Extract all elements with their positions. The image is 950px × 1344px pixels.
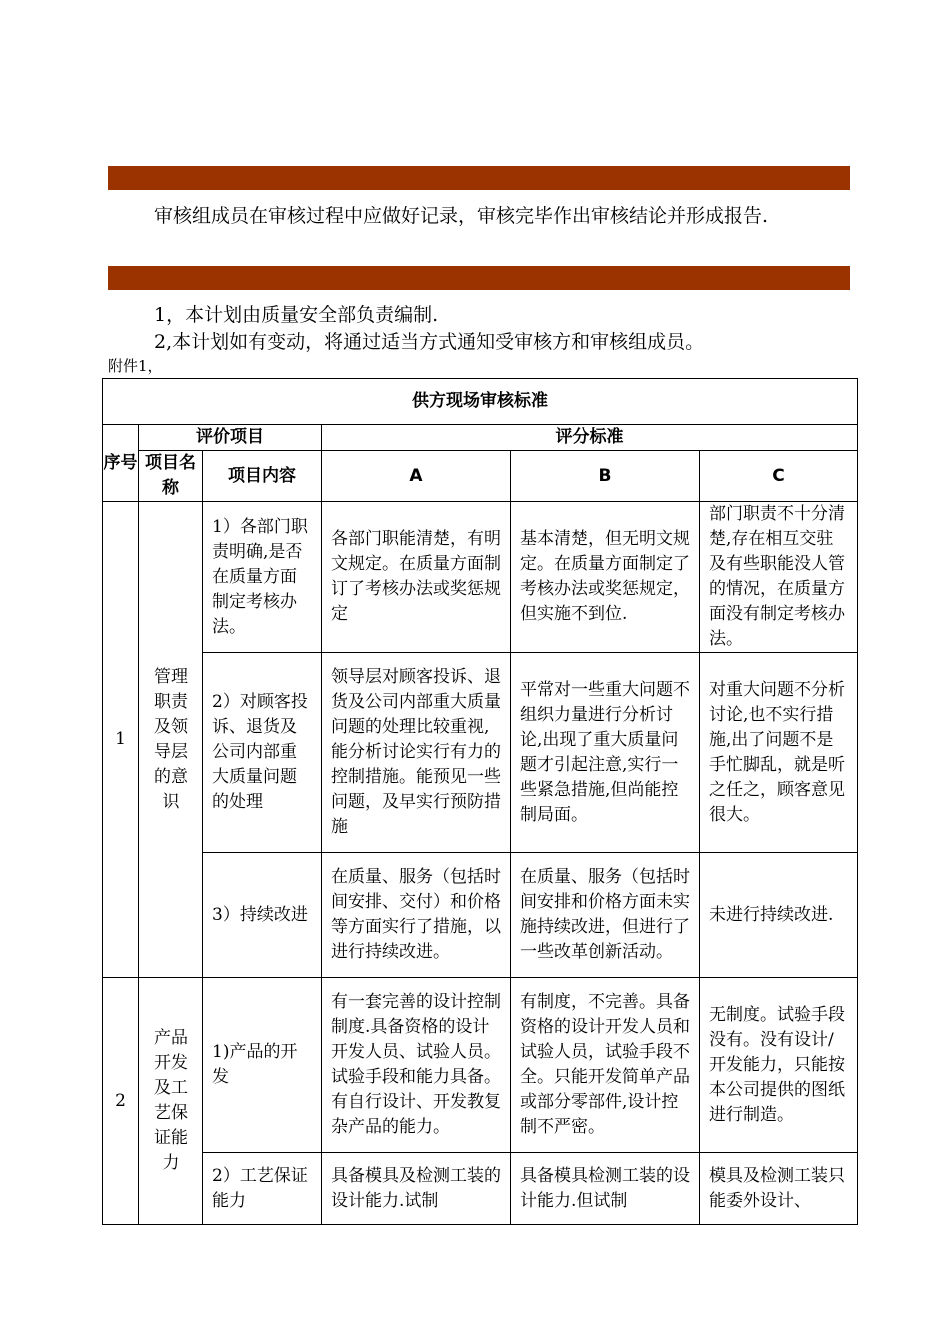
table-row bbox=[103, 853, 858, 978]
grade-b-text: 具备模具检测工装的设计能力.但试制 bbox=[511, 1153, 700, 1225]
table-title: 供方现场审核标准 bbox=[103, 379, 858, 425]
grade-a-text: 有一套完善的设计控制制度.具备资格的设计开发人员、试验人员。试验手段和能力具备。有自行设计、开发教复杂产品的能力。 bbox=[322, 978, 511, 1153]
header-item-content: 项目内容 bbox=[203, 451, 322, 502]
grade-b-text: 平常对一些重大问题不组织力量进行分析讨论,出现了重大质量问题才引起注意,实行一些紧急措施,但尚能控制局面。 bbox=[511, 653, 700, 853]
header-grade-b: B bbox=[511, 451, 700, 502]
item-content: 1)产品的开发 bbox=[203, 978, 322, 1153]
grade-b-text: 基本清楚，但无明文规定。在质量方面制定了考核办法或奖惩规定，但实施不到位. bbox=[511, 502, 700, 653]
group-name: 产品开发及工艺保证能力 bbox=[139, 978, 203, 1225]
audit-standard-table bbox=[102, 378, 858, 1225]
grade-a-text: 领导层对顾客投诉、退货及公司内部重大质量问题的处理比较重视,能分析讨论实行有力的控制措施。能预见一些问题，及早实行预防措施 bbox=[322, 653, 511, 853]
item-content: 2）工艺保证能力 bbox=[203, 1153, 322, 1225]
grade-b-text: 有制度，不完善。具备资格的设计开发人员和试验人员，试验手段不全。只能开发简单产品或部分零部件,设计控制不严密。 bbox=[511, 978, 700, 1153]
table-row bbox=[103, 1153, 858, 1225]
header-item-name: 项目名称 bbox=[139, 451, 203, 502]
attachment-label: 附件1， bbox=[108, 357, 163, 375]
grade-c-text: 无制度。试验手段没有。没有设计/开发能力，只能按本公司提供的图纸进行制造。 bbox=[700, 978, 858, 1153]
note-1: 1，本计划由质量安全部负责编制. bbox=[154, 304, 439, 326]
section-bar-2 bbox=[108, 266, 850, 290]
group-name: 管理职责及领导层的意识 bbox=[139, 502, 203, 978]
item-content: 3）持续改进 bbox=[203, 853, 322, 978]
grade-a-text: 具备模具及检测工装的设计能力.试制 bbox=[322, 1153, 511, 1225]
grade-c-text: 对重大问题不分析讨论,也不实行措施,出了问题不是手忙脚乱，就是听之任之，顾客意见很大。 bbox=[700, 653, 858, 853]
table-row bbox=[103, 653, 858, 853]
table-row bbox=[103, 502, 858, 653]
grade-c-text: 部门职责不十分清楚,存在相互交驻及有些职能没人管的情况，在质量方面没有制定考核办法。 bbox=[700, 502, 858, 653]
grade-a-text: 在质量、服务（包括时间安排、交付）和价格等方面实行了措施，以进行持续改进。 bbox=[322, 853, 511, 978]
grade-b-text: 在质量、服务（包括时间安排和价格方面未实施持续改进，但进行了一些改革创新活动。 bbox=[511, 853, 700, 978]
header-seq: 序号 bbox=[103, 425, 139, 502]
header-grade-a: A bbox=[322, 451, 511, 502]
header-grade-c: C bbox=[700, 451, 858, 502]
grade-a-text: 各部门职能清楚，有明文规定。在质量方面制订了考核办法或奖惩规定 bbox=[322, 502, 511, 653]
group-seq: 1 bbox=[103, 502, 139, 978]
grade-c-text: 模具及检测工装只能委外设计、 bbox=[700, 1153, 858, 1225]
group-seq: 2 bbox=[103, 978, 139, 1225]
grade-c-text: 未进行持续改进. bbox=[700, 853, 858, 978]
header-score-standard: 评分标准 bbox=[322, 425, 858, 451]
header-eval-item: 评价项目 bbox=[139, 425, 322, 451]
audit-record-paragraph: 审核组成员在审核过程中应做好记录，审核完毕作出审核结论并形成报告. bbox=[154, 205, 769, 227]
item-content: 2）对顾客投诉、退货及公司内部重大质量问题的处理 bbox=[203, 653, 322, 853]
item-content: 1）各部门职责明确,是否在质量方面制定考核办法。 bbox=[203, 502, 322, 653]
section-bar-1 bbox=[108, 166, 850, 190]
table-row bbox=[103, 978, 858, 1153]
note-2: 2,本计划如有变动，将通过适当方式通知受审核方和审核组成员。 bbox=[154, 331, 705, 353]
